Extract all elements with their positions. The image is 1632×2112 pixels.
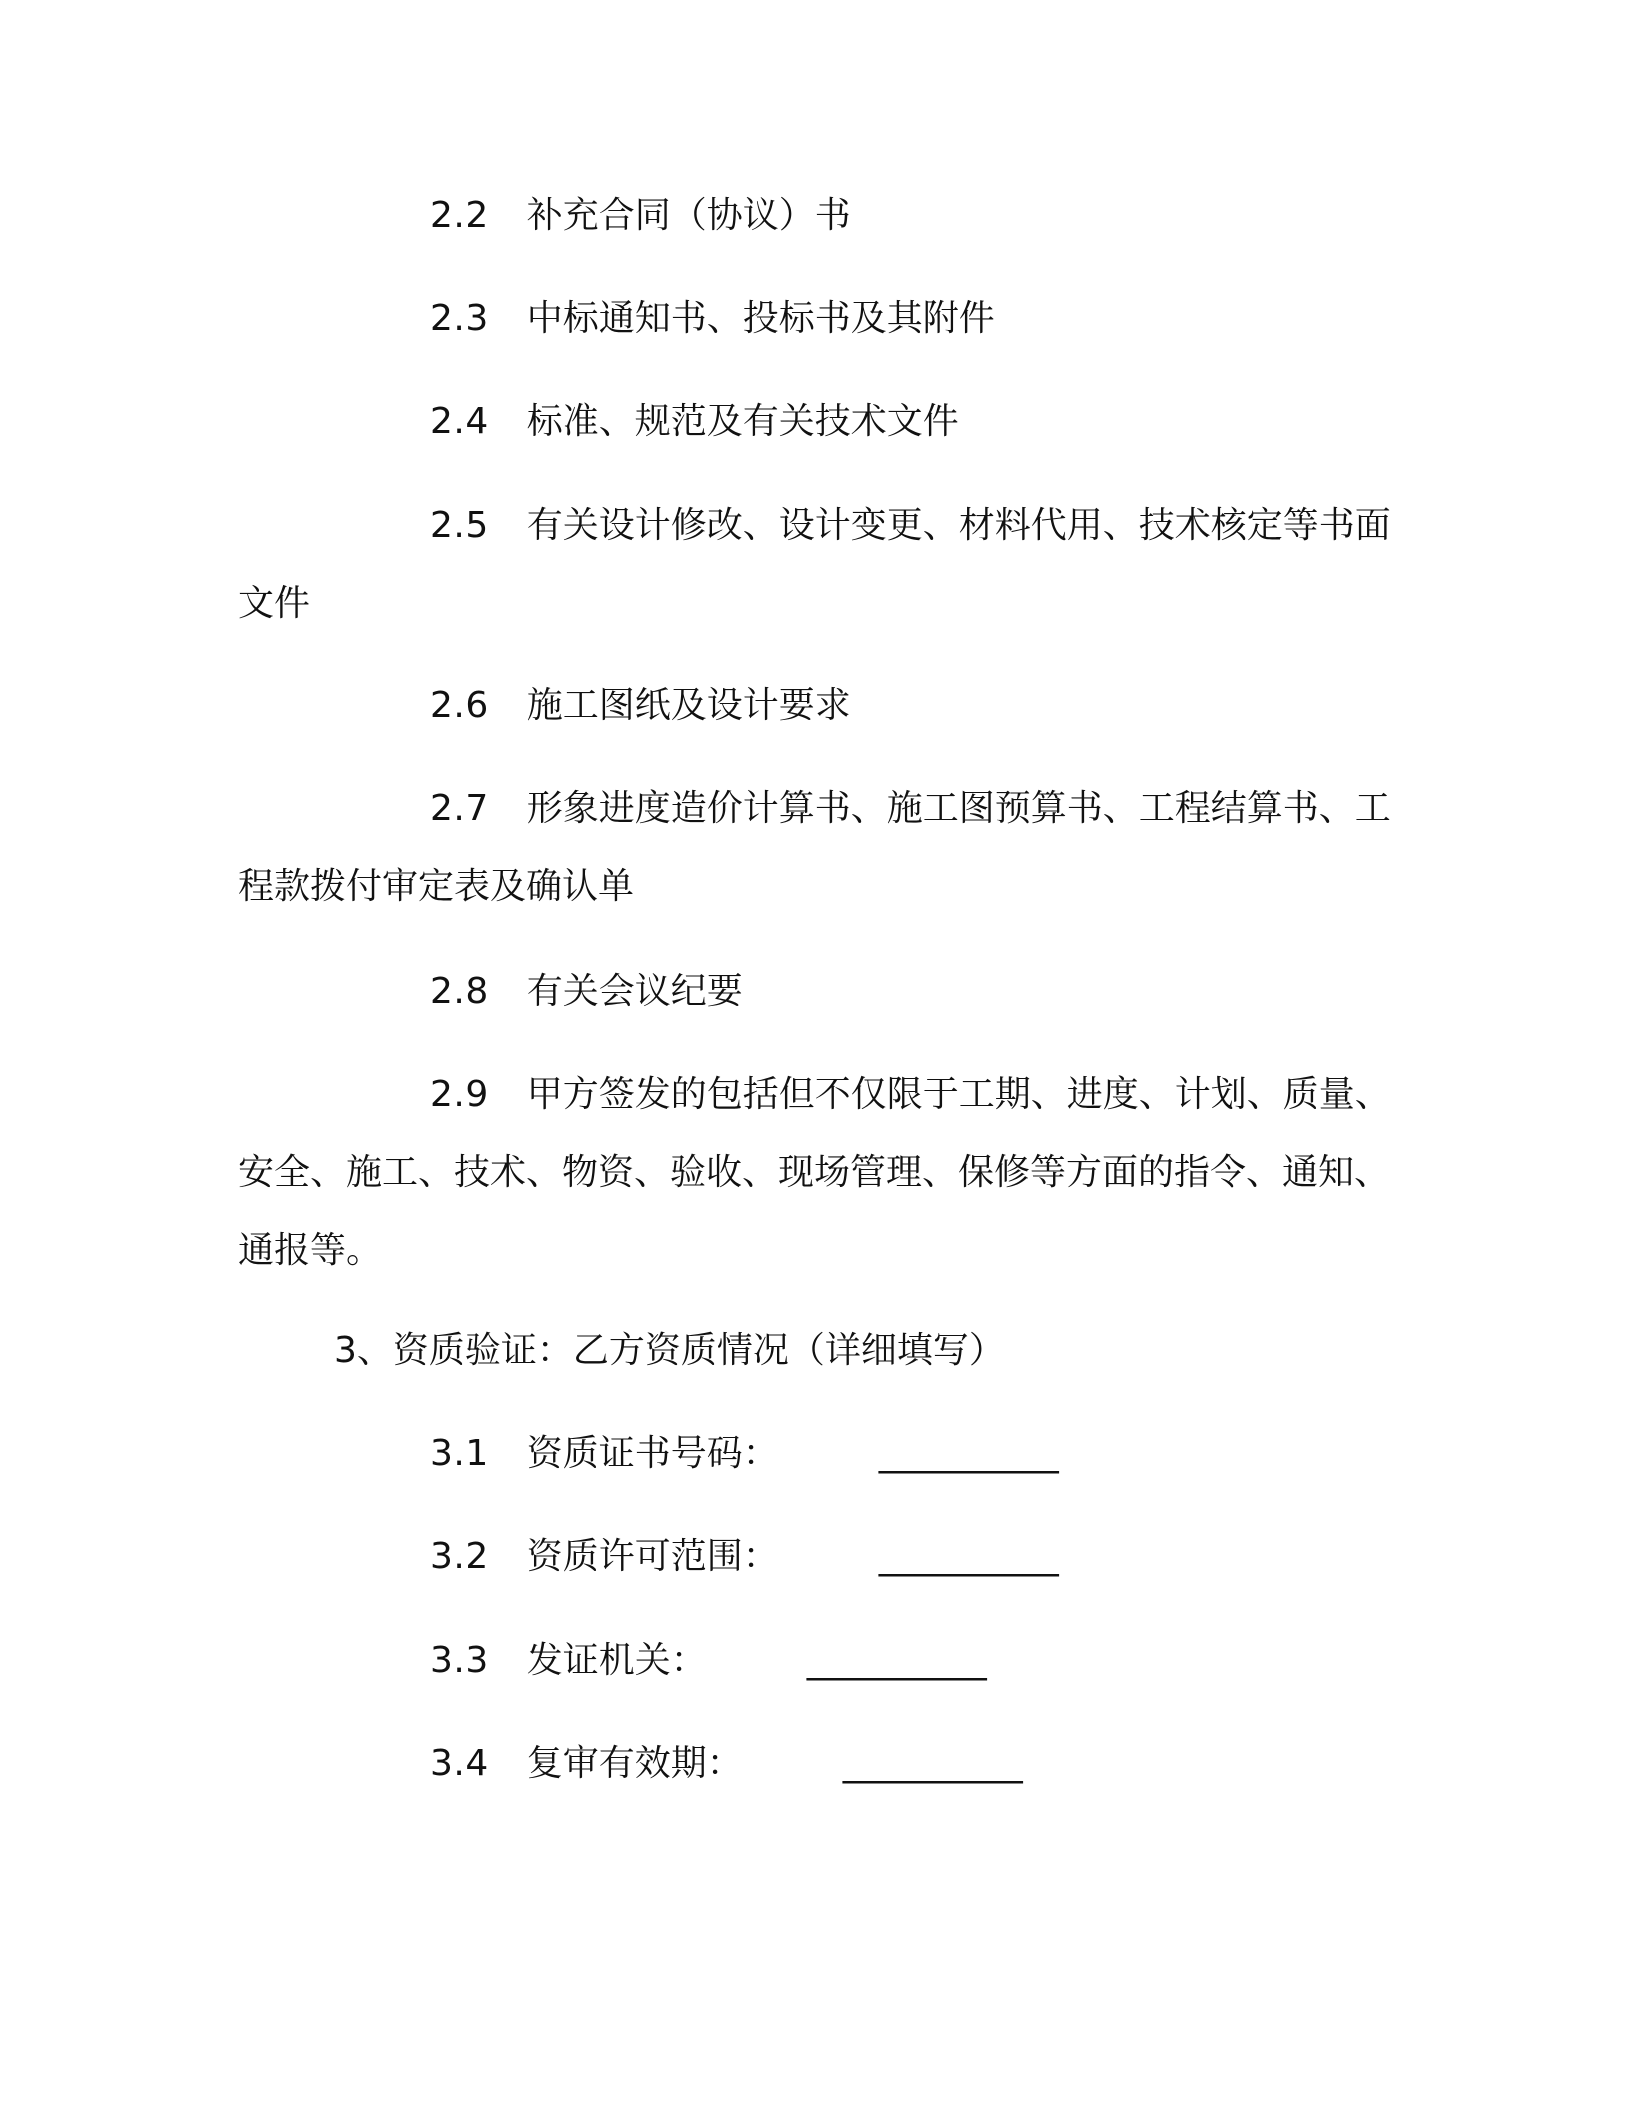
clause-text: 施工图纸及设计要求 [526,685,851,726]
clause-2-3 [238,280,1398,358]
clause-2-4 [238,383,1398,461]
section-3-heading [238,1312,1398,1390]
clause-2-2 [238,177,1398,255]
clause-text: 中标通知书、投标书及其附件 [526,298,995,339]
field-number: 3.2 [430,1536,489,1577]
field-label: 资质许可范围： [526,1536,779,1577]
clause-number: 2.7 [430,788,489,829]
clause-number: 2.4 [430,401,489,442]
clause-2-7 [238,770,1398,926]
fill-in-blank: __________ [878,1536,1059,1577]
clause-text: 有关设计修改、设计变更、材料代用、技术核定等书面文件 [238,505,1391,624]
clause-number: 2.2 [430,195,489,236]
clause-2-5 [238,487,1398,643]
field-label: 资质证书号码： [526,1433,779,1474]
clause-number: 2.6 [430,685,489,726]
field-number: 3.3 [430,1640,489,1681]
field-label: 复审有效期： [526,1743,743,1784]
field-label: 发证机关： [526,1640,707,1681]
field-number: 3.4 [430,1743,489,1784]
clause-text: 有关会议纪要 [526,971,743,1012]
fill-in-blank: __________ [806,1640,987,1681]
field-3-3 [238,1622,1398,1700]
clause-number: 2.5 [430,505,489,546]
clause-2-9 [238,1056,1398,1290]
clause-2-6 [238,667,1398,745]
clause-number: 2.3 [430,298,489,339]
clause-text: 补充合同（协议）书 [526,195,851,236]
field-3-4 [238,1725,1398,1803]
field-number: 3.1 [430,1433,489,1474]
section-heading-text: 3、资质验证：乙方资质情况（详细填写） [334,1330,1005,1371]
clause-2-8 [238,953,1398,1031]
clause-number: 2.9 [430,1074,489,1115]
clause-text: 标准、规范及有关技术文件 [526,401,959,442]
fill-in-blank: __________ [878,1433,1059,1474]
field-3-1 [238,1415,1398,1493]
clause-text: 形象进度造价计算书、施工图预算书、工程结算书、工程款拨付审定表及确认单 [238,788,1391,907]
clause-text: 甲方签发的包括但不仅限于工期、进度、计划、质量、安全、施工、技术、物资、验收、现场管理、保修等方面的指令、通知、通报等。 [238,1074,1391,1271]
field-3-2 [238,1518,1398,1596]
fill-in-blank: __________ [842,1743,1023,1784]
clause-number: 2.8 [430,971,489,1012]
